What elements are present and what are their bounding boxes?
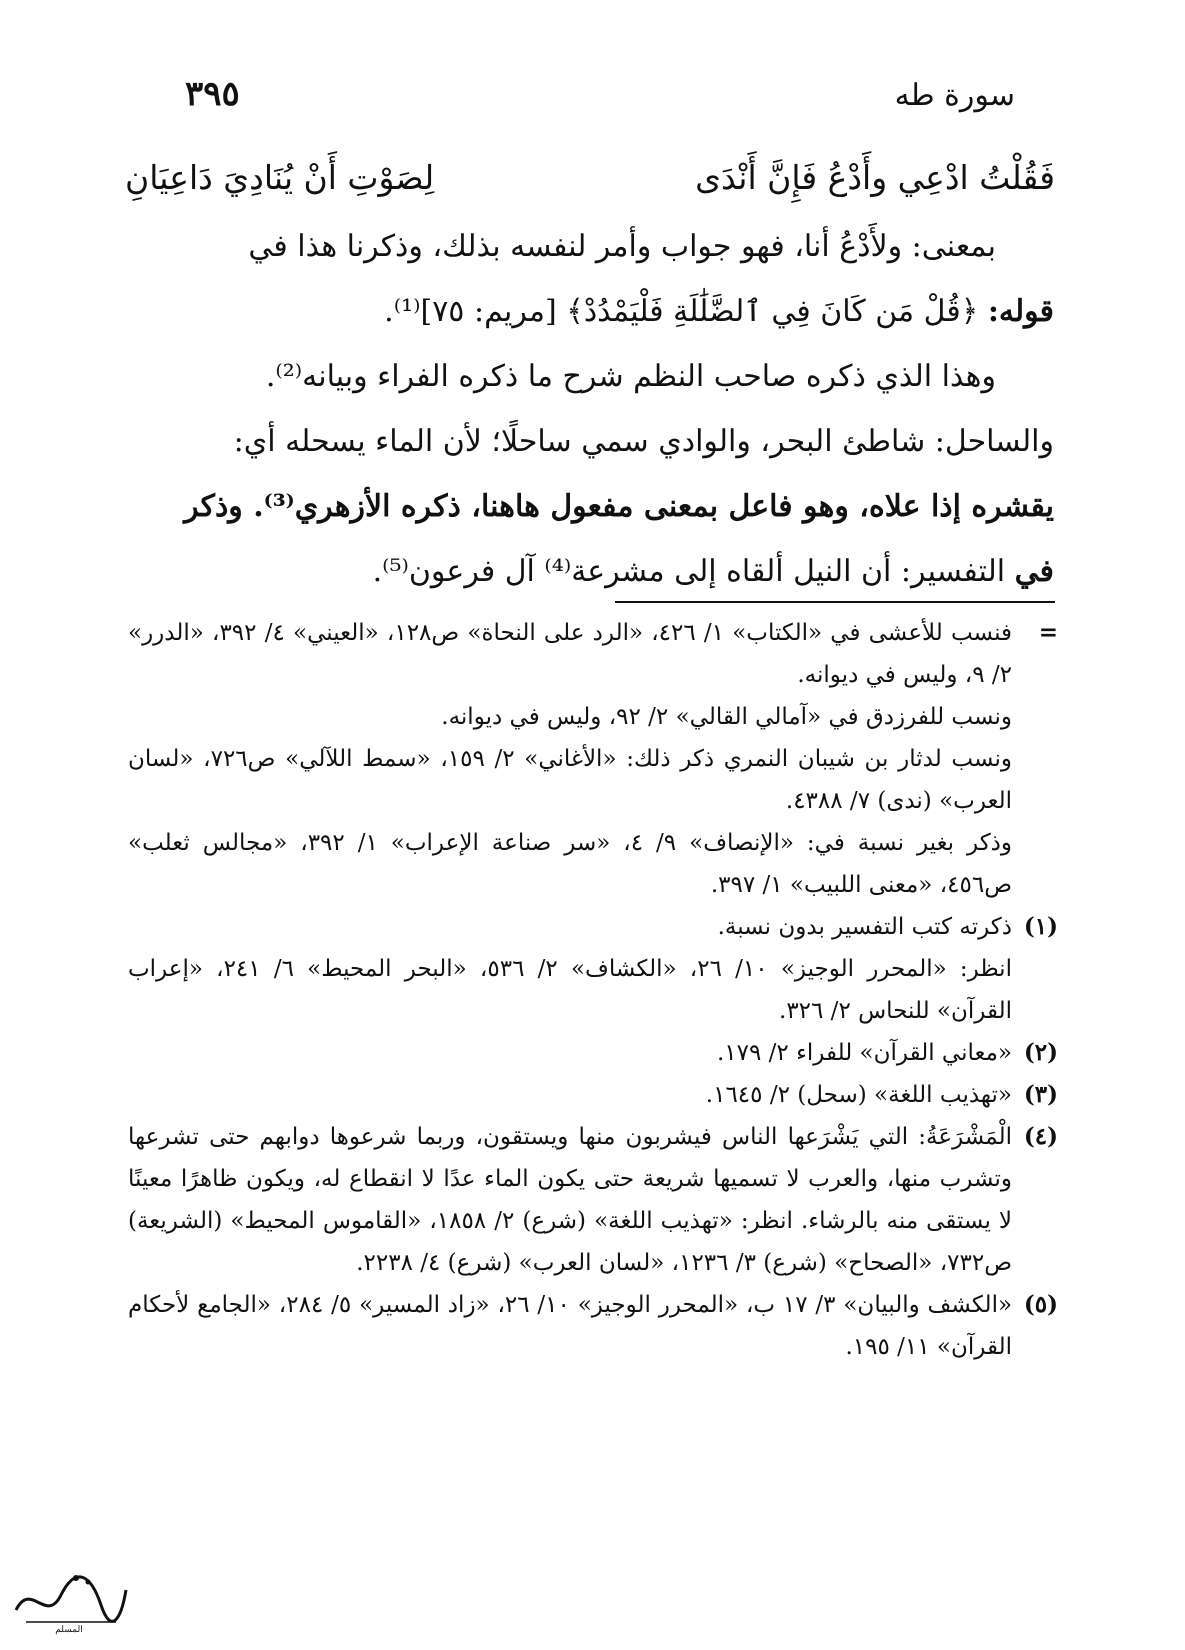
- footnote-line: «تهذيب اللغة» (سحل) ٢/ ١٦٤٥.: [705, 1082, 1012, 1108]
- footnote-marker: (٥): [1023, 1291, 1058, 1318]
- paragraph-3-line-3: [128, 539, 1054, 604]
- footnote-line: ذكرته كتب التفسير بدون نسبة.: [717, 914, 1012, 940]
- footnote-text: [128, 612, 1012, 906]
- tafsir-text: التفسير: أن النيل ألقاه إلى مشرعة⁽⁴⁾ آل فرعون⁽⁵⁾.: [372, 554, 1006, 589]
- footnotes: [128, 612, 1058, 1368]
- footnote-marker: (٢): [1023, 1039, 1058, 1066]
- poetry-verse: [125, 158, 1055, 214]
- bold-qawluh: قوله:: [987, 294, 1054, 329]
- paragraph-3-line-1: والساحل: شاطئ البحر، والوادي سمي ساحلًا؛ لأن الماء يسحله أي:: [233, 424, 1054, 459]
- footnote-text: [128, 1032, 1012, 1074]
- paragraph-3-line-2: يقشره إذا علاه، وهو فاعل بمعنى مفعول هاهنا، ذكره الأزهري⁽³⁾. وذكر: [184, 489, 1054, 524]
- footnote-line: «الكشف والبيان» ٣/ ١٧ ب، «المحرر الوجيز» ١٠/ ٢٦، «زاد المسير» ٥/ ٢٨٤، «الجامع لأحكام القرآن» ١١/ ١٩٥.: [128, 1292, 1013, 1360]
- verse-hemistich-2: لِصَوْتِ أَنْ يُنَادِيَ دَاعِيَانِ: [125, 158, 435, 197]
- footnote-text: [128, 1116, 1012, 1284]
- footnote-text: [128, 906, 1012, 1032]
- footnote-line: انظر: «المحرر الوجيز» ١٠/ ٢٦، «الكشاف» ٢/ ٥٣٦، «البحر المحيط» ٦/ ٢٤١، «إعراب القرآن» للنحاس ٢/ ٣٢٦.: [128, 956, 1012, 1024]
- footnote-marker: =: [1038, 619, 1058, 646]
- paragraph-1-continued: [128, 279, 1054, 344]
- footnote-line: وذكر بغير نسبة في: «الإنصاف» ٩/ ٤، «سر صناعة الإعراب» ١/ ٣٩٢، «مجالس ثعلب» ص٤٥٦، «معنى اللبيب» ١/ ٣٩٧.: [128, 830, 1013, 898]
- footnote-line: ونسب لدثار بن شيبان النمري ذكر ذلك: «الأغاني» ٢/ ١٥٩، «سمط اللآلي» ص٧٢٦، «لسان العرب» (ندى) ٧/ ٤٣٨٨.: [128, 746, 1012, 814]
- bold-fi: في: [1014, 554, 1054, 589]
- footnote-text: [128, 1284, 1012, 1368]
- page-number: ٣٩٥: [185, 74, 240, 114]
- footnote-line: ونسب للفرزدق في «آمالي القالي» ٢/ ٩٢، وليس في ديوانه.: [441, 704, 1012, 730]
- footnote-line: «معاني القرآن» للفراء ٢/ ١٧٩.: [716, 1040, 1012, 1066]
- publisher-logo: [6, 1560, 132, 1635]
- main-text: [128, 214, 1054, 604]
- paragraph-1: بمعنى: ولأَدْعُ أنا، فهو جواب وأمر لنفسه بذلك، وذكرنا هذا في: [248, 229, 996, 264]
- quran-quote: ﴿قُلْ مَن كَانَ فِي ٱلضَّلَٰلَةِ فَلْيَمْدُدْ﴾ [مريم: ٧٥]⁽¹⁾.: [384, 294, 979, 329]
- paragraph-2: وهذا الذي ذكره صاحب النظم شرح ما ذكره الفراء وبيانه⁽²⁾.: [265, 359, 996, 394]
- footnote-marker: (٣): [1023, 1081, 1058, 1108]
- footnote-separator: [615, 601, 1055, 603]
- chapter-title: سورة طه: [894, 78, 1015, 113]
- footnote-text: [128, 1074, 1012, 1116]
- verse-hemistich-1: فَقُلْتُ ادْعِي وأَدْعُ فَإِنَّ أَنْدَى: [695, 158, 1055, 197]
- footnote: [128, 1074, 1058, 1116]
- footnote: [128, 1116, 1058, 1284]
- footnote: [128, 1284, 1058, 1368]
- footnote: [128, 1032, 1058, 1074]
- footnote-line: فنسب للأعشى في «الكتاب» ١/ ٤٢٦، «الرد على النحاة» ص١٢٨، «العيني» ٤/ ٣٩٢، «الدرر» ٢/ ٩، وليس في ديوانه.: [128, 620, 1013, 688]
- footnote: [128, 906, 1058, 1032]
- footnote-marker: (٤): [1023, 1123, 1058, 1150]
- footnote: [128, 612, 1058, 906]
- footnote-line: الْمَشْرَعَةُ: التي يَشْرَعها الناس فيشربون منها ويستقون، وربما شرعوها دوابهم حتى تشرعها وتشرب منها، والعرب لا تسميها شريعة حتى يكون الماء عدًا لا انقطاع له، ويكون ظاهرًا معينًا لا يستقى منه بالرشاء. انظر: «تهذيب اللغة» (شرع) ٢/ ١٨٥٨، «القاموس المحيط» (الشريعة) ص٧٣٢، «الصحاح» (شرع) ٣/ ١٢٣٦، «لسان العرب» (شرع) ٤/ ٢٢٣٨.: [128, 1124, 1013, 1276]
- logo-text: المسلم: [55, 1625, 83, 1635]
- footnote-marker: (١): [1023, 913, 1058, 940]
